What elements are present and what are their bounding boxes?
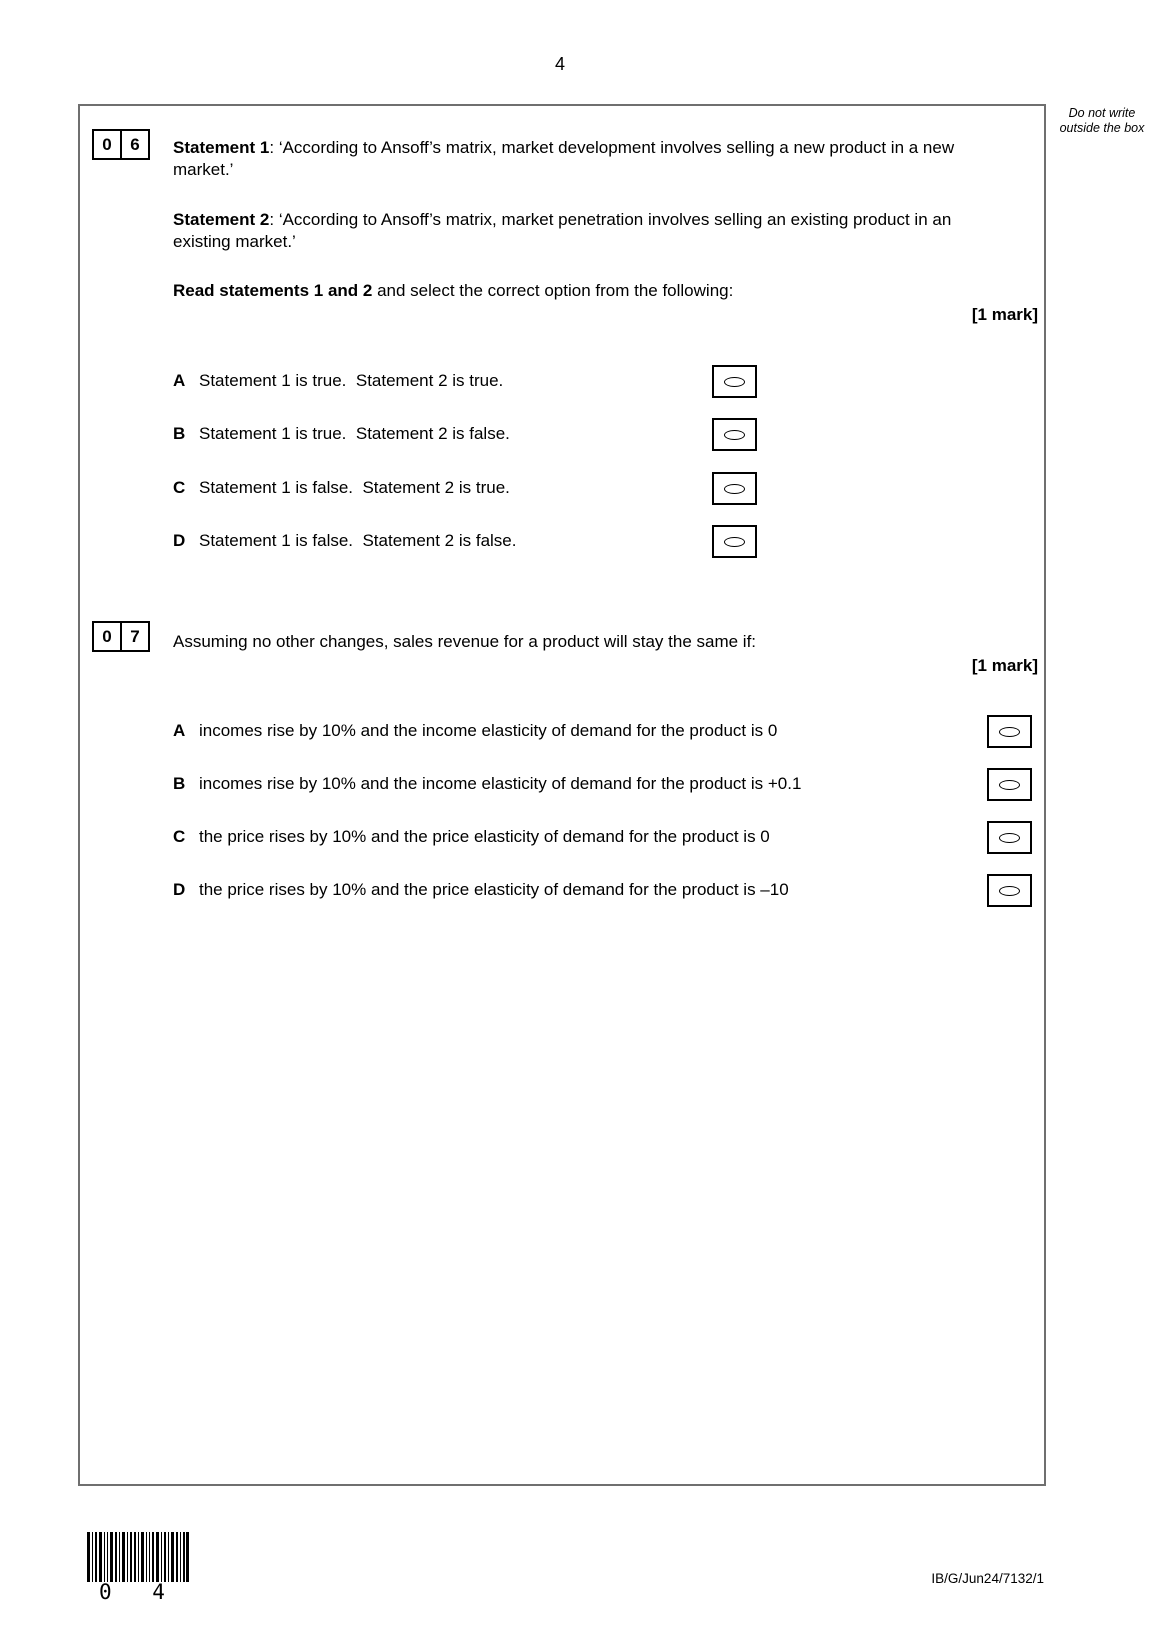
q06-statement-2-text: : ‘According to Ansoff’s matrix, market penetration involves selling an existing product in an existing market.’ xyxy=(173,210,952,251)
question-number-06 xyxy=(92,129,150,160)
option-letter: C xyxy=(173,478,186,497)
option-text: Statement 1 is false. Statement 2 is false. xyxy=(199,531,517,550)
option-letter: D xyxy=(173,880,186,899)
lozenge-icon xyxy=(724,430,745,440)
q07-option-c-answer-box[interactable] xyxy=(987,821,1032,854)
q06-instruction xyxy=(173,280,733,302)
option-letter: C xyxy=(173,827,186,846)
lozenge-icon xyxy=(999,833,1020,843)
question-number-digit: 0 xyxy=(92,129,122,160)
option-letter: A xyxy=(173,721,186,740)
q06-statement-1-text: : ‘According to Ansoff’s matrix, market development involves selling a new product in a new market.’ xyxy=(173,138,955,179)
option-text: the price rises by 10% and the price elasticity of demand for the product is 0 xyxy=(199,827,770,846)
q06-option-a xyxy=(173,371,503,391)
q06-option-c xyxy=(173,478,510,498)
option-text: Statement 1 is true. Statement 2 is false. xyxy=(199,424,510,443)
page-number: 4 xyxy=(554,54,565,74)
q06-statement-2 xyxy=(173,209,993,253)
q06-statement-1 xyxy=(173,137,993,181)
q06-option-c-answer-box[interactable] xyxy=(712,472,757,505)
q07-mark-allocation: [1 mark] xyxy=(971,656,1038,675)
lozenge-icon xyxy=(999,886,1020,896)
paper-reference-code: IB/G/Jun24/7132/1 xyxy=(931,1571,1044,1586)
q06-statement-2-label: Statement 2 xyxy=(173,210,270,229)
q06-option-a-answer-box[interactable] xyxy=(712,365,757,398)
q07-option-c xyxy=(173,827,770,847)
option-letter: B xyxy=(173,774,186,793)
q06-statement-1-label: Statement 1 xyxy=(173,138,270,157)
question-number-digit: 7 xyxy=(120,621,150,652)
q06-instruction-bold: Read statements 1 and 2 xyxy=(173,281,373,300)
question-number-digit: 6 xyxy=(120,129,150,160)
q07-option-d xyxy=(173,880,789,900)
option-letter: D xyxy=(173,531,186,550)
option-text: Statement 1 is false. Statement 2 is true. xyxy=(199,478,510,497)
q07-option-b-answer-box[interactable] xyxy=(987,768,1032,801)
q06-option-b xyxy=(173,424,510,444)
q06-mark-allocation: [1 mark] xyxy=(971,305,1038,324)
question-number-07 xyxy=(92,621,150,652)
option-text: Statement 1 is true. Statement 2 is true. xyxy=(199,371,504,390)
q06-option-b-answer-box[interactable] xyxy=(712,418,757,451)
q07-option-a-answer-box[interactable] xyxy=(987,715,1032,748)
option-text: incomes rise by 10% and the income elasticity of demand for the product is 0 xyxy=(199,721,778,740)
q07-question-text: Assuming no other changes, sales revenue for a product will stay the same if: xyxy=(173,632,757,651)
q06-instruction-text: and select the correct option from the following: xyxy=(372,281,734,300)
lozenge-icon xyxy=(999,727,1020,737)
barcode-page-label: 0 4 xyxy=(99,1580,179,1604)
lozenge-icon xyxy=(999,780,1020,790)
q06-option-d-answer-box[interactable] xyxy=(712,525,757,558)
q07-option-a xyxy=(173,721,777,741)
question-number-digit: 0 xyxy=(92,621,122,652)
option-letter: B xyxy=(173,424,186,443)
option-letter: A xyxy=(173,371,186,390)
barcode xyxy=(87,1532,189,1582)
lozenge-icon xyxy=(724,377,745,387)
q07-option-d-answer-box[interactable] xyxy=(987,874,1032,907)
lozenge-icon xyxy=(724,484,745,494)
option-text: the price rises by 10% and the price elasticity of demand for the product is –10 xyxy=(199,880,789,899)
lozenge-icon xyxy=(724,537,745,547)
margin-instruction: Do not write outside the box xyxy=(1059,106,1145,135)
q06-option-d xyxy=(173,531,517,551)
option-text: incomes rise by 10% and the income elasticity of demand for the product is +0.1 xyxy=(199,774,802,793)
q07-option-b xyxy=(173,774,801,794)
